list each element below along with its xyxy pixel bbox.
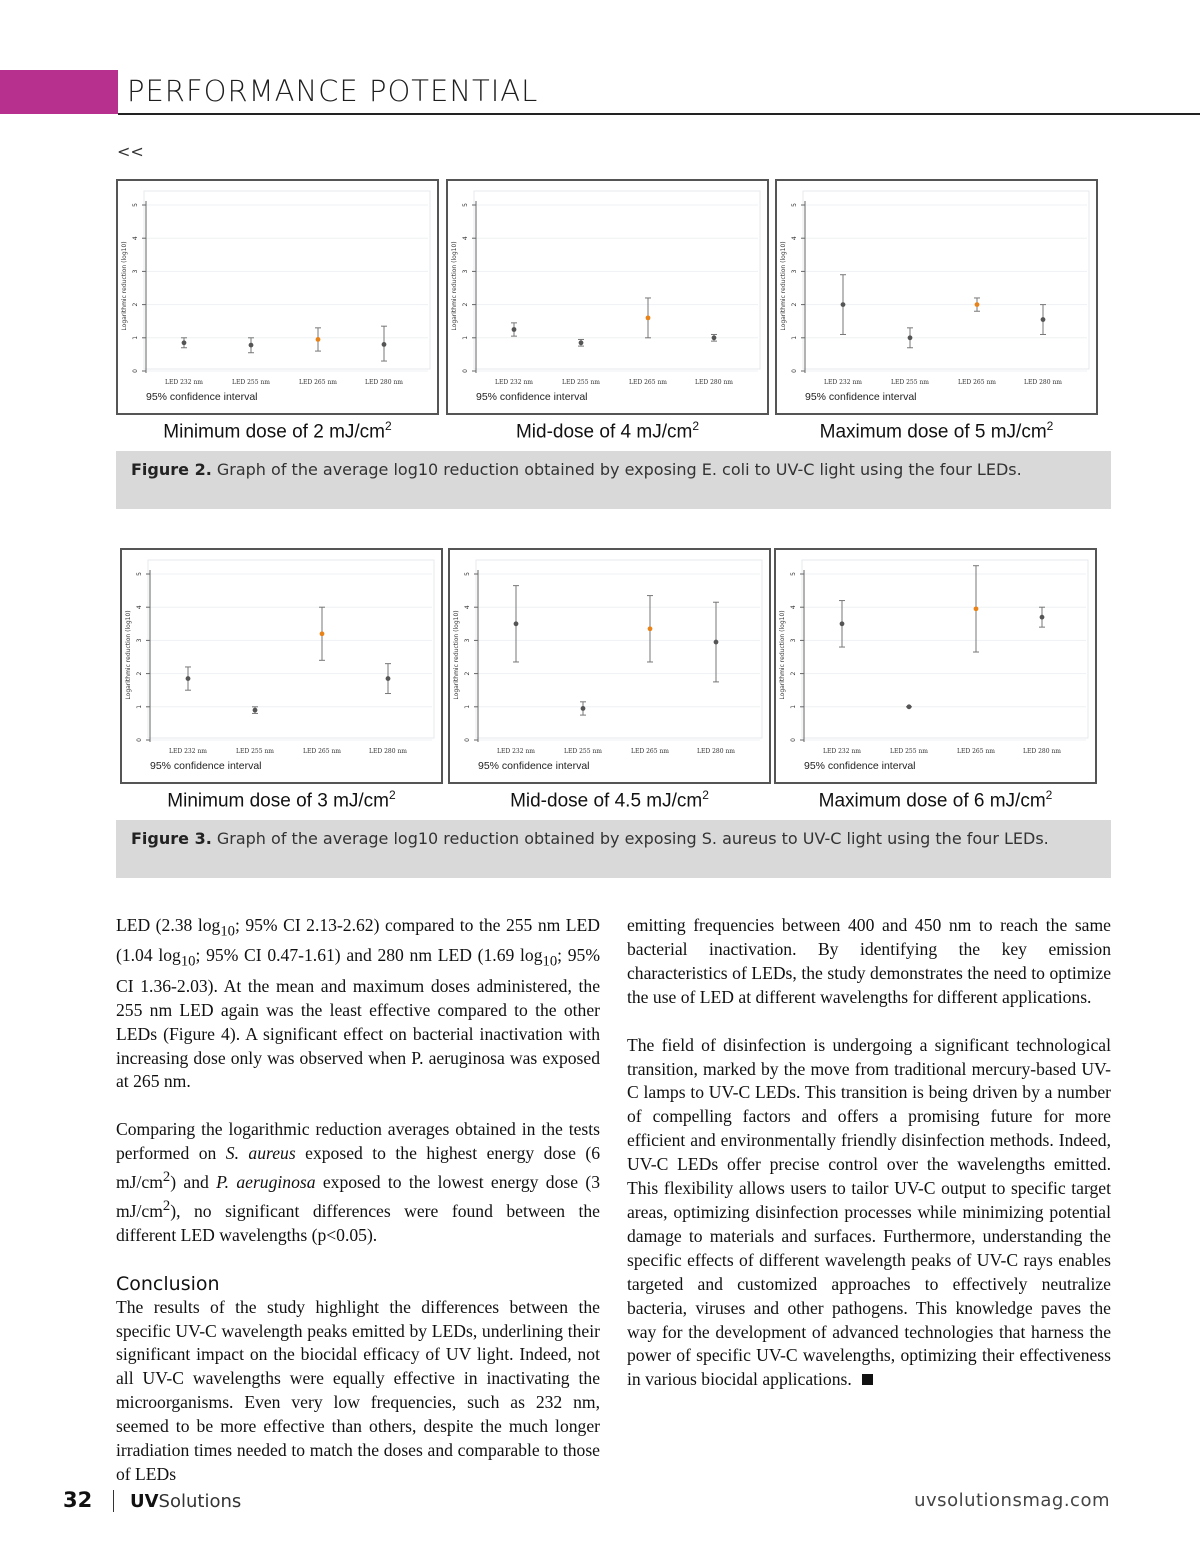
y-tick-label: 0 bbox=[462, 369, 469, 373]
y-tick-label: 2 bbox=[462, 302, 469, 307]
figure-label: Figure 2. bbox=[131, 460, 212, 479]
y-axis-label: Logarithmic reduction (log10) bbox=[780, 241, 787, 331]
y-axis-label: Logarithmic reduction (log10) bbox=[779, 610, 786, 700]
figure-label: Figure 3. bbox=[131, 829, 212, 848]
x-tick-label: LED 232 nm bbox=[495, 379, 533, 386]
y-tick-label: 0 bbox=[132, 369, 139, 373]
conclusion-heading: Conclusion bbox=[116, 1272, 220, 1295]
y-tick-label: 0 bbox=[136, 738, 143, 742]
y-tick-label: 3 bbox=[132, 269, 139, 274]
figure-3-charts bbox=[116, 548, 1111, 818]
figure-text: Graph of the average log10 reduction obtained by exposing E. coli to UV-C light using the four LEDs. bbox=[211, 460, 1022, 479]
x-tick-label: LED 255 nm bbox=[890, 748, 928, 755]
y-tick-label: 4 bbox=[462, 236, 469, 241]
data-point bbox=[249, 343, 254, 348]
section-color-bar bbox=[0, 70, 118, 114]
y-tick-label: 1 bbox=[136, 704, 143, 709]
chart-svg bbox=[776, 550, 1095, 782]
x-axis-label: 95% confidence interval bbox=[476, 391, 588, 403]
data-point bbox=[908, 335, 913, 340]
chart-title: Maximum dose of 6 $mJ/cm^2$ bbox=[818, 788, 1053, 812]
chart-title: Minimum dose of 3 $mJ/cm^2$ bbox=[167, 788, 396, 812]
paragraph: LED (2.38 $\log_{10}$; 95% CI 2.13-2.62) compared to the 255 nm LED (1.04 $\log_{10}$; 95% CI 0.47-1.61) and 280 nm LED (1.69 $\log_{10}$; 95% CI 1.36-2.03). At the mean and maximum doses administered, the 255 nm LED again was the least effective compared to the other LEDs (Figure 4). A significant effect on bacterial inactivation with increasing dose only was observed when P. aeruginosa was exposed at 265 nm. bbox=[116, 915, 601, 1092]
data-point bbox=[382, 342, 387, 347]
y-tick-label: 0 bbox=[791, 369, 798, 373]
y-tick-label: 1 bbox=[790, 704, 797, 709]
chart-title: Mid-dose of 4 $mJ/cm^2$ bbox=[515, 419, 699, 443]
chart-title: Maximum dose of 5 $mJ/cm^2$ bbox=[819, 419, 1054, 443]
y-tick-label: 3 bbox=[136, 638, 143, 643]
data-point bbox=[646, 315, 651, 320]
y-tick-label: 3 bbox=[464, 638, 471, 643]
paragraph: The results of the study highlight the differences between the specific UV-C wavelength peaks emitted by LEDs, underlining their significant impact on the biocidal efficacy of UV light. Indeed, not all UV-C wavelengths were equally effective in inactivating the microorganisms. Even very low frequencies, such as 232 nm, seemed to be more effective than others, despite the much longer irradiation times needed to match the doses and comparable to those of LEDs bbox=[116, 1296, 600, 1484]
plot-area bbox=[802, 560, 1088, 738]
y-tick-label: 3 bbox=[791, 269, 798, 274]
data-point bbox=[186, 676, 191, 681]
paragraph: emitting frequencies between 400 and 450 nm to reach the same bacterial inactivation. By identifying the key emission characteristics of LEDs, the study demonstrates the need to optimize the use of LED at different wavelengths for different applications. bbox=[627, 915, 1111, 1007]
x-tick-label: LED 280 nm bbox=[697, 748, 735, 755]
data-point bbox=[386, 676, 391, 681]
x-tick-label: LED 265 nm bbox=[303, 748, 341, 755]
y-tick-label: 4 bbox=[790, 605, 797, 610]
chart-panel bbox=[116, 179, 439, 415]
x-tick-label: LED 280 nm bbox=[369, 748, 407, 755]
chart-panel bbox=[448, 548, 771, 784]
chart-svg bbox=[450, 550, 769, 782]
data-point bbox=[320, 631, 325, 636]
x-tick-label: LED 232 nm bbox=[823, 748, 861, 755]
x-axis-label: 95% confidence interval bbox=[150, 760, 262, 772]
header-rule bbox=[118, 113, 1200, 115]
figure-2-charts bbox=[116, 179, 1111, 449]
x-tick-label: LED 280 nm bbox=[695, 379, 733, 386]
page-number: 32 bbox=[63, 1488, 93, 1512]
chart-panel bbox=[446, 179, 769, 415]
y-tick-label: 3 bbox=[790, 638, 797, 643]
y-axis-label: Logarithmic reduction (log10) bbox=[453, 610, 460, 700]
y-tick-label: 4 bbox=[791, 236, 798, 241]
y-tick-label: 5 bbox=[462, 203, 469, 207]
x-tick-label: LED 265 nm bbox=[299, 379, 337, 386]
y-tick-label: 4 bbox=[464, 605, 471, 610]
plot-area bbox=[144, 191, 430, 369]
x-axis-label: 95% confidence interval bbox=[805, 391, 917, 403]
data-point bbox=[512, 327, 517, 332]
y-tick-label: 2 bbox=[791, 302, 798, 307]
x-axis-label: 95% confidence interval bbox=[146, 391, 258, 403]
x-tick-label: LED 265 nm bbox=[957, 748, 995, 755]
chart-svg bbox=[777, 181, 1096, 413]
data-point bbox=[514, 621, 519, 626]
data-point bbox=[1041, 317, 1046, 322]
x-tick-label: LED 232 nm bbox=[497, 748, 535, 755]
x-tick-label: LED 255 nm bbox=[232, 379, 270, 386]
y-tick-label: 1 bbox=[791, 335, 798, 340]
magazine-name: UVSolutions bbox=[130, 1491, 242, 1512]
x-tick-label: LED 280 nm bbox=[365, 379, 403, 386]
data-point bbox=[712, 335, 717, 340]
y-tick-label: 4 bbox=[136, 605, 143, 610]
chart-panel bbox=[120, 548, 443, 784]
data-point bbox=[316, 337, 321, 342]
data-point bbox=[1040, 615, 1045, 620]
x-axis-label: 95% confidence interval bbox=[804, 760, 916, 772]
y-tick-label: 2 bbox=[136, 671, 143, 676]
x-axis-label: 95% confidence interval bbox=[478, 760, 590, 772]
x-tick-label: LED 232 nm bbox=[169, 748, 207, 755]
end-mark-icon bbox=[862, 1374, 873, 1385]
y-tick-label: 1 bbox=[462, 335, 469, 340]
footer-divider bbox=[113, 1490, 114, 1512]
paragraph: The field of disinfection is undergoing a significant technological transition, marked by the move from traditional mercury-based UV-C lamps to UV-C LEDs. This transition is being driven by a number of compelling factors and offers a promising future for more efficient and environmentally friendly disinfection methods. Indeed, UV-C LEDs offer precise control over the wavelengths emitted. This flexibility allows users to tailor UV-C output to specific target areas, optimizing disinfection processes while minimizing potential damage to materials and surfaces. Furthermore, understanding the specific effects of different wavelength peaks of UV-C rays enables targeted and customized approaches to effectively neutralize bacteria, viruses and other pathogens. This knowledge paves the way for the development of advanced technologies that harness the power of specific UV-C wavelengths, optimizing their effectiveness in various biocidal applications. bbox=[627, 1034, 1111, 1390]
data-point bbox=[253, 708, 258, 713]
y-axis-label: Logarithmic reduction (log10) bbox=[125, 610, 132, 700]
y-tick-label: 2 bbox=[790, 671, 797, 676]
data-point bbox=[182, 340, 187, 345]
chart-panel bbox=[775, 179, 1098, 415]
y-tick-label: 2 bbox=[464, 671, 471, 676]
data-point bbox=[648, 626, 653, 631]
x-tick-label: LED 265 nm bbox=[631, 748, 669, 755]
data-point bbox=[714, 640, 719, 645]
x-tick-label: LED 255 nm bbox=[562, 379, 600, 386]
x-tick-label: LED 265 nm bbox=[958, 379, 996, 386]
data-point bbox=[840, 621, 845, 626]
y-tick-label: 5 bbox=[136, 572, 143, 576]
chart-panel bbox=[774, 548, 1097, 784]
figure-text: Graph of the average log10 reduction obtained by exposing S. aureus to UV-C light using the four LEDs. bbox=[211, 829, 1049, 848]
data-point bbox=[974, 606, 979, 611]
figure-3-caption bbox=[116, 820, 1111, 878]
x-tick-label: LED 255 nm bbox=[891, 379, 929, 386]
y-tick-label: 5 bbox=[132, 203, 139, 207]
plot-area bbox=[803, 191, 1089, 369]
right-column bbox=[627, 914, 1111, 1416]
x-tick-label: LED 265 nm bbox=[629, 379, 667, 386]
chart-title: Minimum dose of 2 $mJ/cm^2$ bbox=[163, 419, 392, 443]
y-tick-label: 5 bbox=[791, 203, 798, 207]
chart-svg bbox=[448, 181, 767, 413]
data-point bbox=[581, 706, 586, 711]
y-tick-label: 5 bbox=[464, 572, 471, 576]
y-tick-label: 4 bbox=[132, 236, 139, 241]
chart-title: Mid-dose of 4.5 $mJ/cm^2$ bbox=[510, 788, 709, 812]
x-tick-label: LED 280 nm bbox=[1024, 379, 1062, 386]
y-axis-label: Logarithmic reduction (log10) bbox=[121, 241, 128, 331]
left-column bbox=[116, 914, 600, 1511]
data-point bbox=[579, 340, 584, 345]
x-tick-label: LED 255 nm bbox=[564, 748, 602, 755]
figure-2-caption bbox=[116, 451, 1111, 509]
chart-svg bbox=[118, 181, 437, 413]
y-axis-label: Logarithmic reduction (log10) bbox=[451, 241, 458, 331]
plot-area bbox=[474, 191, 760, 369]
data-point bbox=[841, 302, 846, 307]
x-tick-label: LED 232 nm bbox=[824, 379, 862, 386]
y-tick-label: 1 bbox=[132, 335, 139, 340]
footer-url[interactable]: uvsolutionsmag.com bbox=[914, 1490, 1110, 1511]
y-tick-label: 1 bbox=[464, 704, 471, 709]
y-tick-label: 5 bbox=[790, 572, 797, 576]
section-title: PERFORMANCE POTENTIAL bbox=[127, 74, 539, 108]
back-link[interactable]: << bbox=[117, 142, 144, 161]
y-tick-label: 3 bbox=[462, 269, 469, 274]
data-point bbox=[975, 302, 980, 307]
x-tick-label: LED 232 nm bbox=[165, 379, 203, 386]
y-tick-label: 2 bbox=[132, 302, 139, 307]
chart-svg bbox=[122, 550, 441, 782]
plot-area bbox=[476, 560, 762, 738]
y-tick-label: 0 bbox=[464, 738, 471, 742]
plot-area bbox=[148, 560, 434, 738]
data-point bbox=[907, 704, 912, 709]
y-tick-label: 0 bbox=[790, 738, 797, 742]
paragraph: Comparing the logarithmic reduction averages obtained in the tests performed on S. aureus exposed to the highest energy dose (6 $mJ/cm^2$) and P. aeruginosa exposed to the lowest energy dose (3 $mJ/cm^2$), no significant differences were found between the different LED wavelengths (p<0.05). bbox=[116, 1119, 600, 1245]
x-tick-label: LED 255 nm bbox=[236, 748, 274, 755]
x-tick-label: LED 280 nm bbox=[1023, 748, 1061, 755]
